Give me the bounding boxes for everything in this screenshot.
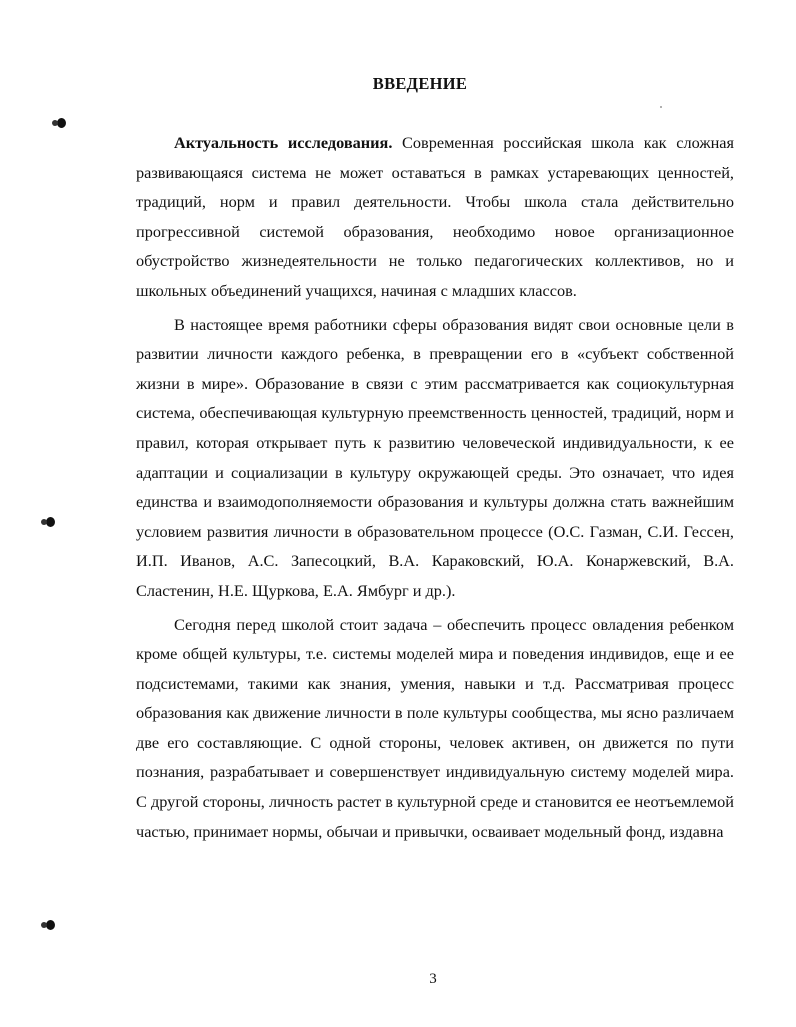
page-title: ВВЕДЕНИЕ: [372, 74, 468, 93]
scan-speck: [660, 106, 662, 108]
binding-hole-mark-middle: [46, 517, 55, 527]
page-number: 3: [429, 971, 437, 987]
paragraph-text: Сегодня перед школой стоит задача – обеспечить процесс овладения ребенком кроме общей культуры, т.е. системы моделей мира и поведения индивидов, еще и ее подсистемами, такими как знания, умения, навыки и т.д. Рассматривая процесс образования как движение личности в поле культуры сообщества, мы ясно различаем две его составляющие. С одной стороны, человек активен, он движется по пути познания, разрабатывает и совершенствует индивидуальную систему моделей мира. С другой стороны, личность растет в культурной среде и становится ее неотъемлемой частью, принимает нормы, обычаи и привычки, осваивает модельный фонд, издавна: [136, 614, 734, 841]
paragraph-text: В настоящее время работники сферы образования видят свои основные цели в развитии личности каждого ребенка, в превращении его в «субъект собственной жизни в мире». Образование в связи с этим рассматривается как социокультурная система, обеспечивающая культурную преемственность ценностей, традиций, норм и правил, которая открывает путь к развитию человеческой индивидуальности, к ее адаптации и социализации в культуру окружающей среды. Это означает, что идея единства и взаимодополняемости образования и культуры должна стать важнейшим условием развития личности в образовательном процессе (О.С. Газман, С.И. Гессен, И.П. Иванов, А.С. Запесоцкий, В.А. Караковский, Ю.А. Конаржевский, В.А. Сластенин, Н.Е. Щуркова, Е.А. Ямбург и др.).: [136, 314, 734, 600]
paragraph-school-task: [136, 610, 734, 847]
paragraph-text: Современная российская школа как сложная развивающаяся система не может оставаться в рамках устаревающих ценностей, традиций, норм и правил деятельности. Чтобы школа стала действительно прогрессивной системой образования, необходимо новое организационное обустройство жизнедеятельности не только педагогических коллективов, но и школьных объединений учащихся, начиная с младших классов.: [136, 133, 734, 300]
paragraph-education-goals: [136, 310, 734, 606]
paragraph-relevance: [136, 128, 734, 306]
paragraph-lead: Актуальность исследования.: [174, 133, 393, 152]
binding-hole-mark-bottom: [46, 920, 55, 930]
binding-hole-mark-top: [57, 118, 66, 128]
document-body: [136, 128, 734, 846]
